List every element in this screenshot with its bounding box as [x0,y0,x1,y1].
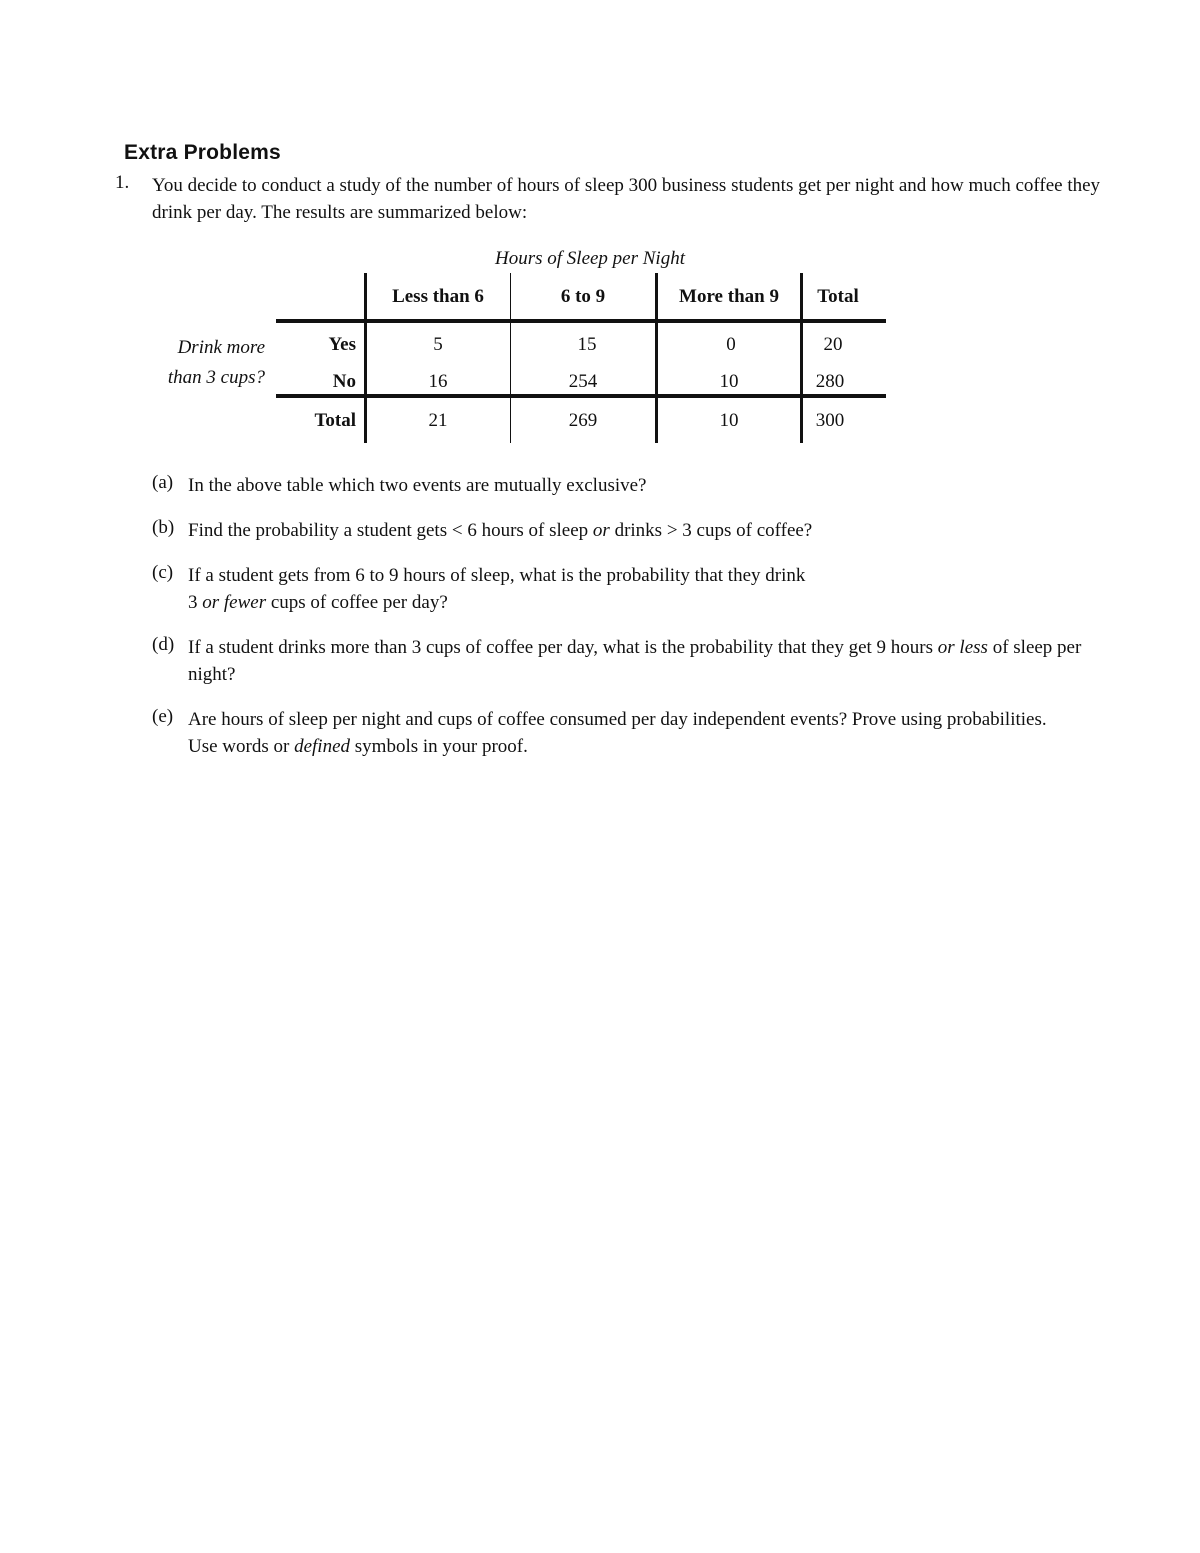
col-header-less-than-6: Less than 6 [392,286,484,307]
page-heading: Extra Problems [124,141,281,164]
col-header-more-than-9: More than 9 [679,286,779,307]
question-e-text: Are hours of sleep per night and cups of coffee consumed per day independent events? Prove using probabilities. Use words or defined symbols in your proof. [188,709,1047,757]
col-header-total: Total [817,286,859,307]
table-cell: 10 [719,410,739,431]
table-cell: 20 [823,334,843,355]
table-cell: 5 [433,334,443,355]
row-caption-line-2: than 3 cups? [167,367,265,388]
problem-text: You decide to conduct a study of the number of hours of sleep 300 business students get per night and how much coffee they drink per day. The results are summarized below: [152,175,1101,223]
table-cell: 280 [815,371,845,392]
question-a-label: (a) [152,472,174,493]
row-caption-line-1: Drink more [177,337,265,358]
col-header-6-to-9: 6 to 9 [560,286,606,307]
problem-number: 1. [115,172,130,193]
table-rule-header-bottom [276,319,886,323]
table-cell: 21 [428,410,448,431]
table-cell: 254 [568,371,598,392]
table-cell: 0 [726,334,736,355]
row-label-total: Total [314,410,356,431]
question-d-label: (d) [152,634,175,655]
table-rule-total-top [276,394,886,398]
question-e-label: (e) [152,706,174,727]
question-c-label: (c) [152,562,174,583]
table-cell: 269 [568,410,598,431]
table-cell: 10 [719,371,739,392]
table-cell: 16 [428,371,448,392]
row-label-yes: Yes [328,334,356,355]
row-caption [140,333,265,393]
column-caption: Hours of Sleep per Night [495,248,685,269]
table-cell: 300 [815,410,845,431]
row-label-no: No [332,371,356,392]
table-cell: 15 [577,334,597,355]
question-c-text: If a student gets from 6 to 9 hours of sleep, what is the probability that they drink 3 or fewer cups of coffee per day? [188,565,806,613]
question-b-text: Find the probability a student gets < 6 hours of sleep or drinks > 3 cups of coffee? [188,520,813,541]
question-a-text: In the above table which two events are mutually exclusive? [188,475,647,496]
question-d-text: If a student drinks more than 3 cups of coffee per day, what is the probability that they get 9 hours or less of sleep per night? [188,637,1082,685]
question-b-label: (b) [152,517,175,538]
